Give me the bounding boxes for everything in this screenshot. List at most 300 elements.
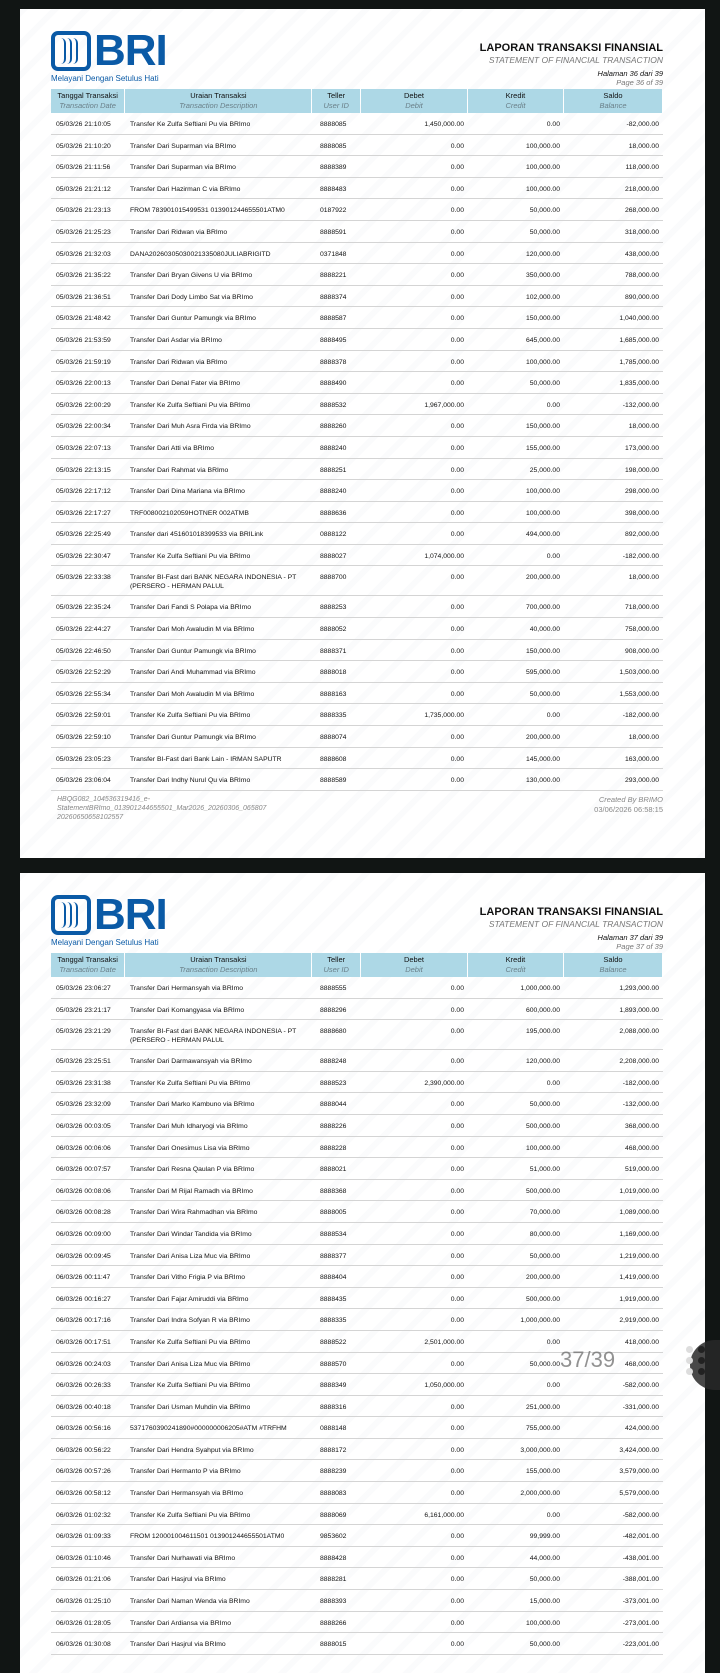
transaction-table-body — [51, 113, 663, 791]
transaction-date: 05/03/26 23:25:51 — [56, 1058, 111, 1066]
debit-amount: 0.00 — [450, 1490, 464, 1498]
transaction-description: Transfer Dari Wira Rahmadhan via BRImo — [130, 1209, 258, 1217]
transaction-description: Transfer Dari Andi Muhammad via BRImo — [130, 669, 256, 677]
transaction-description: Transfer Dari Fajar Amiruddi via BRImo — [130, 1295, 249, 1303]
balance-amount: -82,000.00 — [626, 121, 659, 128]
transaction-description: Transfer Dari Indra Sofyan R via BRImo — [130, 1317, 250, 1325]
debit-amount: 0.00 — [450, 142, 464, 150]
credit-amount: 155,000.00 — [525, 1468, 560, 1476]
transaction-date: 06/03/26 01:10:46 — [56, 1554, 111, 1562]
debit-amount: 0.00 — [450, 1403, 464, 1411]
table-row — [51, 1309, 663, 1331]
credit-amount: 155,000.00 — [525, 444, 560, 452]
column-header-label: Teller — [327, 955, 346, 964]
debit-amount: 0.00 — [450, 647, 464, 655]
credit-amount: 100,000.00 — [525, 1144, 560, 1152]
bri-logo — [51, 890, 167, 939]
table-row — [51, 502, 663, 524]
teller-id: 8888680 — [320, 1028, 347, 1036]
teller-id: 8888335 — [320, 712, 347, 720]
debit-amount: 0.00 — [450, 1641, 464, 1649]
transaction-date: 05/03/26 22:17:27 — [56, 509, 111, 517]
transaction-description: Transfer Dari Guntur Pamungk via BRImo — [130, 315, 256, 323]
credit-amount: 3,000,000.00 — [520, 1446, 560, 1454]
teller-id: 8888296 — [320, 1006, 347, 1014]
balance-amount: 1,835,000.00 — [619, 380, 659, 388]
teller-id: 8888371 — [320, 647, 347, 655]
transaction-date: 06/03/26 00:08:28 — [56, 1209, 111, 1217]
debit-amount: 0.00 — [450, 1619, 464, 1627]
table-row — [51, 545, 663, 567]
debit-amount: 0.00 — [450, 574, 464, 582]
balance-amount: 173,000.00 — [624, 444, 659, 452]
table-row — [51, 1568, 663, 1590]
column-header — [564, 89, 662, 113]
balance-amount: 398,000.00 — [624, 509, 659, 517]
column-header-label: Kredit — [505, 91, 526, 100]
transaction-date: 05/03/26 21:25:23 — [56, 228, 111, 236]
transaction-description: 5371760390241890#000000006205#ATM #TRFHM — [130, 1425, 287, 1433]
table-row — [51, 1158, 663, 1180]
transaction-date: 06/03/26 00:09:45 — [56, 1252, 111, 1260]
transaction-date: 05/03/26 22:07:13 — [56, 444, 111, 452]
column-header-label: Teller — [327, 91, 346, 100]
credit-amount: 50,000.00 — [529, 690, 560, 698]
teller-id: 8888495 — [320, 336, 347, 344]
balance-amount: -582,000.00 — [622, 1382, 659, 1390]
transaction-date: 06/03/26 00:24:03 — [56, 1360, 111, 1368]
table-row — [51, 1020, 663, 1050]
credit-amount: 1,000,000.00 — [520, 985, 560, 992]
table-row — [51, 459, 663, 481]
column-header-label: Debet — [403, 955, 424, 964]
credit-amount: 500,000.00 — [525, 1122, 560, 1130]
column-header-label: Saldo — [603, 955, 623, 964]
teller-id: 8888021 — [320, 1166, 347, 1174]
table-row — [51, 1482, 663, 1504]
created-at: 03/06/2026 06:58:15 — [594, 805, 663, 814]
credit-amount: 100,000.00 — [525, 142, 560, 150]
table-row — [51, 437, 663, 459]
teller-id: 8888253 — [320, 604, 347, 612]
transaction-date: 05/03/26 22:00:34 — [56, 423, 111, 431]
teller-id: 8888251 — [320, 466, 347, 474]
table-header — [51, 89, 663, 113]
transaction-description: Transfer Dari Moh Awaludin M via BRImo — [130, 690, 255, 698]
teller-id: 8888591 — [320, 228, 347, 236]
table-row — [51, 1439, 663, 1461]
balance-amount: -331,000.00 — [622, 1403, 659, 1411]
teller-id: 8888221 — [320, 272, 347, 280]
transaction-date: 05/03/26 21:21:12 — [56, 185, 111, 193]
balance-amount: 3,424,000.00 — [619, 1446, 659, 1454]
column-header-label: Debet — [403, 91, 424, 100]
transaction-description: Transfer Ke Zulfa Seftiani Pu via BRImo — [130, 1382, 251, 1390]
balance-amount: -132,000.00 — [622, 1101, 659, 1109]
transaction-description: Transfer Dari Vitho Frigia P via BRImo — [130, 1274, 246, 1282]
table-row — [51, 661, 663, 683]
teller-id: 8888374 — [320, 293, 347, 301]
transaction-description: Transfer Dari Dina Mariana via BRImo — [130, 488, 245, 496]
table-row — [51, 596, 663, 618]
balance-amount: 438,000.00 — [624, 250, 659, 258]
teller-id: 8888522 — [320, 1338, 347, 1346]
credit-amount: 100,000.00 — [525, 488, 560, 496]
transaction-date: 06/03/26 00:11:47 — [56, 1274, 111, 1282]
transaction-date: 05/03/26 21:59:19 — [56, 358, 111, 366]
debit-amount: 1,450,000.00 — [424, 121, 464, 128]
bri-logo-text: BRI — [94, 26, 167, 75]
page-number-id: Halaman 37 dari 39 — [597, 933, 663, 942]
balance-amount: 892,000.00 — [624, 531, 659, 539]
teller-id: 8888534 — [320, 1230, 347, 1238]
reference-line: 20260650658102557 — [57, 814, 124, 821]
transaction-description: Transfer Dari Ridwan via BRImo — [130, 358, 228, 366]
table-row — [51, 351, 663, 373]
transaction-date: 05/03/26 22:52:29 — [56, 669, 111, 677]
table-row — [51, 977, 663, 999]
teller-id: 8888240 — [320, 488, 347, 496]
transaction-date: 05/03/26 22:59:10 — [56, 734, 111, 742]
debit-amount: 0.00 — [450, 690, 464, 698]
balance-amount: -132,000.00 — [622, 401, 659, 409]
transaction-description: FROM 120001004611501 013901244655501ATM0 — [130, 1533, 285, 1541]
credit-amount: 15,000.00 — [529, 1598, 560, 1606]
transaction-date: 06/03/26 00:16:27 — [56, 1295, 111, 1303]
table-row — [51, 1504, 663, 1526]
balance-amount: 418,000.00 — [624, 1338, 659, 1346]
transaction-date: 05/03/26 22:13:15 — [56, 466, 111, 474]
debit-amount: 0.00 — [450, 444, 464, 452]
transaction-description: Transfer BI-Fast dari Bank Lain - IRMAN SAPUTR — [130, 755, 282, 763]
debit-amount: 0.00 — [450, 164, 464, 172]
transaction-date: 05/03/26 22:17:12 — [56, 488, 111, 496]
balance-amount: 718,000.00 — [624, 604, 659, 612]
transaction-description: Transfer Dari Darmawansyah via BRImo — [130, 1058, 252, 1066]
table-row — [51, 372, 663, 394]
transaction-date: 05/03/26 21:53:59 — [56, 336, 111, 344]
statement-page-36 — [20, 9, 705, 858]
teller-id: 8888349 — [320, 1382, 347, 1390]
transaction-date: 05/03/26 21:48:42 — [56, 315, 111, 323]
transaction-description: Transfer Dari Muh Idharyogi via BRImo — [130, 1122, 248, 1130]
transaction-description: Transfer Dari Guntur Pamungk via BRImo — [130, 734, 256, 742]
table-row — [51, 726, 663, 748]
teller-id: 8888018 — [320, 669, 347, 677]
teller-id: 8888532 — [320, 401, 347, 409]
table-row — [51, 769, 663, 791]
table-row — [51, 999, 663, 1021]
transaction-date: 05/03/26 22:33:38 — [56, 574, 111, 582]
transaction-description: Transfer Dari Anisa Liza Muc via BRImo — [130, 1360, 251, 1368]
teller-id: 8888435 — [320, 1295, 347, 1303]
debit-amount: 0.00 — [450, 336, 464, 344]
transaction-date: 05/03/26 21:32:03 — [56, 250, 111, 258]
debit-amount: 0.00 — [450, 1554, 464, 1562]
transaction-date: 06/03/26 00:08:06 — [56, 1187, 111, 1195]
credit-amount: 100,000.00 — [525, 358, 560, 366]
debit-amount: 1,074,000.00 — [424, 552, 464, 560]
table-row — [51, 394, 663, 416]
transaction-date: 05/03/26 23:06:27 — [56, 985, 111, 992]
balance-amount: -582,000.00 — [622, 1511, 659, 1519]
transaction-date: 06/03/26 01:25:10 — [56, 1598, 111, 1606]
table-header — [51, 953, 663, 977]
credit-amount: 50,000.00 — [529, 1360, 560, 1368]
teller-id: 8888083 — [320, 1490, 347, 1498]
credit-amount: 350,000.00 — [525, 272, 560, 280]
transaction-description: Transfer Dari Hermanto P via BRImo — [130, 1468, 241, 1476]
transaction-description: Transfer Dari Ridwan via BRImo — [130, 228, 228, 236]
debit-amount: 0.00 — [450, 1101, 464, 1109]
statement-reference — [57, 795, 266, 822]
balance-amount: 890,000.00 — [624, 293, 659, 301]
statement-page-37 — [20, 873, 705, 1673]
credit-amount: 200,000.00 — [525, 574, 560, 582]
balance-amount: -373,001.00 — [622, 1598, 659, 1606]
credit-amount: 99,999.00 — [529, 1533, 560, 1541]
transaction-description: Transfer Ke Zulfa Seftiani Pu via BRImo — [130, 552, 251, 560]
teller-id: 8888027 — [320, 552, 347, 560]
transaction-description: Transfer Dari Naman Wenda via BRImo — [130, 1598, 250, 1606]
balance-amount: 268,000.00 — [624, 207, 659, 215]
credit-amount: 600,000.00 — [525, 1006, 560, 1014]
debit-amount: 0.00 — [450, 185, 464, 193]
transaction-date: 05/03/26 23:05:23 — [56, 755, 111, 763]
balance-amount: 788,000.00 — [624, 272, 659, 280]
table-row — [51, 1223, 663, 1245]
balance-amount: 1,785,000.00 — [619, 358, 659, 366]
column-header — [312, 953, 360, 977]
debit-amount: 0.00 — [450, 1187, 464, 1195]
debit-amount: 0.00 — [450, 985, 464, 992]
debit-amount: 0.00 — [450, 1598, 464, 1606]
debit-amount: 0.00 — [450, 1360, 464, 1368]
transaction-date: 05/03/26 21:10:20 — [56, 142, 111, 150]
debit-amount: 0.00 — [450, 315, 464, 323]
credit-amount: 50,000.00 — [529, 1252, 560, 1260]
debit-amount: 0.00 — [450, 1468, 464, 1476]
table-row — [51, 1547, 663, 1569]
column-header — [468, 89, 563, 113]
transaction-date: 05/03/26 23:21:29 — [56, 1028, 111, 1036]
credit-amount: 150,000.00 — [525, 423, 560, 431]
table-row — [51, 156, 663, 178]
credit-amount: 595,000.00 — [525, 669, 560, 677]
credit-amount: 150,000.00 — [525, 647, 560, 655]
balance-amount: 2,208,000.00 — [619, 1058, 659, 1066]
debit-amount: 0.00 — [450, 626, 464, 634]
column-header-label-en: Debit — [405, 965, 423, 974]
teller-id: 8888570 — [320, 1360, 347, 1368]
teller-id: 8888377 — [320, 1252, 347, 1260]
balance-amount: 218,000.00 — [624, 185, 659, 193]
transaction-description: Transfer Ke Zulfa Seftiani Pu via BRImo — [130, 401, 251, 409]
table-row — [51, 1180, 663, 1202]
debit-amount: 6,161,000.00 — [424, 1511, 464, 1519]
teller-id: 8888260 — [320, 423, 347, 431]
balance-amount: -273,001.00 — [622, 1619, 659, 1627]
balance-amount: -182,000.00 — [622, 712, 659, 720]
balance-amount: 5,579,000.00 — [619, 1490, 659, 1498]
teller-id: 8888389 — [320, 164, 347, 172]
table-row — [51, 1072, 663, 1094]
transaction-description: Transfer Dari Marko Kambuno via BRImo — [130, 1101, 255, 1109]
transaction-description: Transfer Dari Muh Asra Firda via BRImo — [130, 423, 251, 431]
balance-amount: 1,553,000.00 — [619, 690, 659, 698]
transaction-date: 05/03/26 21:11:56 — [56, 164, 111, 172]
teller-id: 8888555 — [320, 985, 347, 992]
transaction-description: Transfer Dari Anisa Liza Muc via BRImo — [130, 1252, 251, 1260]
debit-amount: 0.00 — [450, 1209, 464, 1217]
teller-id: 8888378 — [320, 358, 347, 366]
transaction-date: 05/03/26 23:21:17 — [56, 1006, 111, 1014]
teller-id: 8888163 — [320, 690, 347, 698]
credit-amount: 120,000.00 — [525, 250, 560, 258]
transaction-description: Transfer dari 451601018399533 via BRILink — [130, 531, 264, 539]
table-row — [51, 683, 663, 705]
teller-id: 8888172 — [320, 1446, 347, 1454]
teller-id: 8888085 — [320, 121, 347, 128]
column-header-label: Uraian Transaksi — [190, 91, 247, 100]
balance-amount: 468,000.00 — [624, 1360, 659, 1368]
teller-id: 8888281 — [320, 1576, 347, 1584]
column-header — [51, 953, 124, 977]
column-header-label-en: Debit — [405, 101, 423, 110]
credit-amount: 1,000,000.00 — [520, 1317, 560, 1325]
table-row — [51, 329, 663, 351]
debit-amount: 1,967,000.00 — [424, 401, 464, 409]
table-row — [51, 221, 663, 243]
transaction-description: Transfer Ke Zulfa Seftiani Pu via BRImo — [130, 121, 251, 128]
debit-amount: 0.00 — [450, 488, 464, 496]
logo-tagline: Melayani Dengan Setulus Hati — [51, 938, 159, 947]
debit-amount: 0.00 — [450, 380, 464, 388]
credit-amount: 0.00 — [546, 712, 560, 720]
column-header-label: Tanggal Transaksi — [57, 955, 118, 964]
balance-amount: 758,000.00 — [624, 626, 659, 634]
column-header-label-en: User ID — [323, 965, 349, 974]
transaction-description: Transfer Dari Guntur Pamungk via BRImo — [130, 647, 256, 655]
credit-amount: 100,000.00 — [525, 1619, 560, 1627]
transaction-date: 05/03/26 23:32:09 — [56, 1101, 111, 1109]
table-row — [51, 1396, 663, 1418]
debit-amount: 0.00 — [450, 1446, 464, 1454]
debit-amount: 0.00 — [450, 228, 464, 236]
column-header — [125, 89, 311, 113]
balance-amount: 163,000.00 — [624, 755, 659, 763]
credit-amount: 494,000.00 — [525, 531, 560, 539]
transaction-description: Transfer Dari Asdar via BRImo — [130, 336, 222, 344]
balance-amount: 1,419,000.00 — [619, 1274, 659, 1282]
table-row — [51, 199, 663, 221]
balance-amount: -388,001.00 — [622, 1576, 659, 1584]
debit-amount: 0.00 — [450, 1576, 464, 1584]
transaction-description: Transfer Dari Hermansyah via BRImo — [130, 1490, 244, 1498]
transaction-description: Transfer Dari Dody Limbo Sat via BRImo — [130, 293, 253, 301]
teller-id: 0371848 — [320, 250, 347, 258]
report-title: LAPORAN TRANSAKSI FINANSIAL — [479, 42, 663, 54]
debit-amount: 0.00 — [450, 272, 464, 280]
transaction-description: Transfer BI-Fast dari BANK NEGARA INDONESIA - PT (PERSERO - HERMAN PALUL — [130, 574, 297, 591]
transaction-description: DANA20260305030021335080JULIABRIGITD — [130, 250, 271, 258]
credit-amount: 251,000.00 — [525, 1403, 560, 1411]
teller-id: 8888248 — [320, 1058, 347, 1066]
transaction-description: Transfer Ke Zulfa Seftiani Pu via BRImo — [130, 1338, 251, 1346]
table-row — [51, 1612, 663, 1634]
credit-amount: 130,000.00 — [525, 777, 560, 785]
transaction-date: 06/03/26 00:40:18 — [56, 1403, 111, 1411]
balance-amount: 1,040,000.00 — [619, 315, 659, 323]
teller-id: 8888005 — [320, 1209, 347, 1217]
transaction-date: 05/03/26 21:23:13 — [56, 207, 111, 215]
transaction-date: 05/03/26 21:36:51 — [56, 293, 111, 301]
transaction-date: 05/03/26 23:06:04 — [56, 777, 111, 785]
table-row — [51, 307, 663, 329]
balance-amount: 1,019,000.00 — [619, 1187, 659, 1195]
balance-amount: -438,001.00 — [622, 1554, 659, 1562]
balance-amount: 118,000.00 — [625, 164, 659, 172]
page-number-id: Halaman 36 dari 39 — [597, 69, 663, 78]
transaction-date: 05/03/26 22:00:13 — [56, 380, 111, 388]
transaction-description: Transfer Ke Zulfa Seftiani Pu via BRImo — [130, 712, 251, 720]
balance-amount: 18,000.00 — [628, 423, 659, 431]
table-row — [51, 243, 663, 265]
debit-amount: 0.00 — [450, 604, 464, 612]
teller-id: 8888368 — [320, 1187, 347, 1195]
column-header-label-en: Transaction Date — [59, 101, 116, 110]
credit-amount: 44,000.00 — [529, 1554, 560, 1562]
table-row — [51, 640, 663, 662]
transaction-date: 05/03/26 22:44:27 — [56, 626, 111, 634]
teller-id: 8888636 — [320, 509, 347, 517]
bri-logo-mark-icon — [51, 31, 91, 71]
credit-amount: 0.00 — [546, 552, 560, 560]
credit-amount: 80,000.00 — [529, 1230, 560, 1238]
debit-amount: 1,050,000.00 — [424, 1382, 464, 1390]
transaction-date: 06/03/26 00:58:12 — [56, 1490, 111, 1498]
table-row — [51, 704, 663, 726]
transaction-description: Transfer Ke Zulfa Seftiani Pu via BRImo — [130, 1079, 251, 1087]
transaction-date: 06/03/26 00:26:33 — [56, 1382, 111, 1390]
transaction-date: 06/03/26 01:02:32 — [56, 1511, 111, 1519]
transaction-date: 05/03/26 23:31:38 — [56, 1079, 111, 1087]
debit-amount: 0.00 — [450, 466, 464, 474]
page-indicator: 37/39 — [560, 1347, 616, 1372]
debit-amount: 1,735,000.00 — [424, 712, 464, 720]
teller-id: 8888316 — [320, 1403, 347, 1411]
transaction-date: 05/03/26 22:25:49 — [56, 531, 111, 539]
transaction-date: 06/03/26 00:07:57 — [56, 1166, 111, 1174]
transaction-description: Transfer Dari Hazirman C via BRImo — [130, 185, 241, 193]
reference-line: StatementBRImo_013901244655501_Mar2026_20260306_065807 — [57, 805, 267, 812]
credit-amount: 200,000.00 — [525, 734, 560, 742]
transaction-date: 05/03/26 21:10:05 — [56, 121, 111, 128]
transaction-date: 05/03/26 22:35:24 — [56, 604, 111, 612]
debit-amount: 0.00 — [450, 1166, 464, 1174]
credit-amount: 755,000.00 — [525, 1425, 560, 1433]
teller-id: 8888335 — [320, 1317, 347, 1325]
table-row — [51, 1137, 663, 1159]
grid-dots-icon[interactable] — [686, 1346, 706, 1376]
column-header-label-en: Credit — [505, 965, 526, 974]
balance-amount: 198,000.00 — [624, 466, 659, 474]
transaction-description: Transfer Dari Indhy Nurul Qu via BRImo — [130, 777, 251, 785]
table-row — [51, 1417, 663, 1439]
balance-amount: 3,579,000.00 — [619, 1468, 659, 1476]
balance-amount: -182,000.00 — [622, 552, 659, 560]
transaction-description: Transfer Dari Hermansyah via BRImo — [130, 985, 244, 992]
